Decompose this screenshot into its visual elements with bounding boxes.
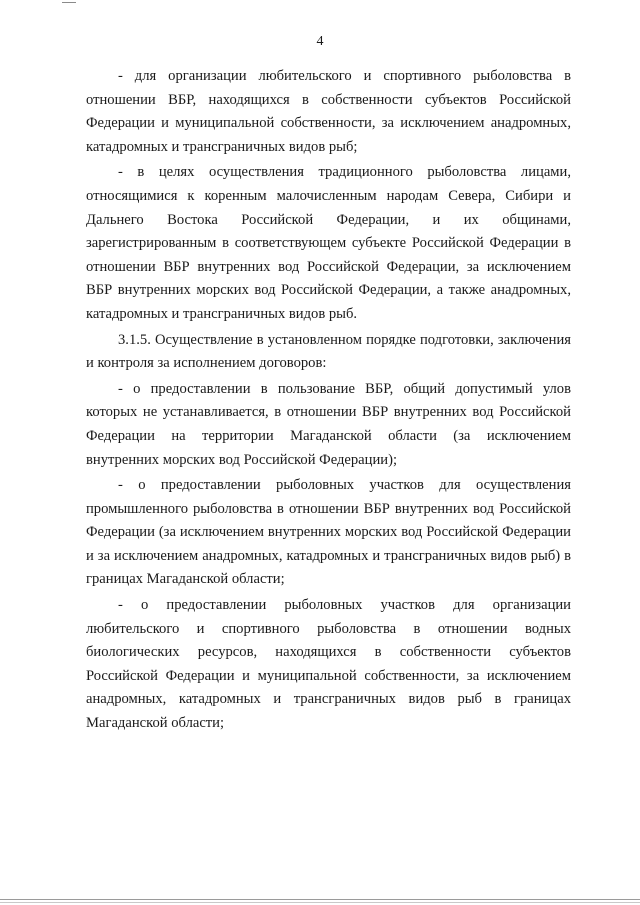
scan-artifact-top: [62, 2, 76, 3]
paragraph-amateur-fishing-plots: - о предоставлении рыболовных участков для организации любительского и спортивного рыболовства в отношении водных биологических ресурсов, находящихся в собственности субъектов Российской Федерации и муниципальной собственности, за исключением анадромных, катадромных и трансграничных видов рыб в границах Магаданской области;: [86, 597, 571, 732]
scan-edge-line-secondary: [0, 902, 640, 903]
paragraph-use-of-vbr: - о предоставлении в пользование ВБР, общий допустимый улов которых не устанавливается, в отношении ВБР внутренних вод Российской Федерации на территории Магаданской области (за исключением внутренних морских вод Российской Федерации);: [86, 380, 571, 468]
paragraph-amateur-fishing: - для организации любительского и спортивного рыболовства в отношении ВБР, находящихся в собственности субъектов Российской Федерации и муниципальной собственности, за исключением анадромных, катадромных и трансграничных видов рыб;: [86, 68, 571, 155]
paragraph-section-3-1-5: 3.1.5. Осуществление в установленном порядке подготовки, заключения и контроля за исполнением договоров:: [86, 331, 571, 372]
page-number: 4: [316, 34, 324, 49]
paragraph-traditional-fishing: - в целях осуществления традиционного рыболовства лицами, относящимися к коренным малочисленным народам Севера, Сибири и Дальнего Востока Российской Федерации, и их общинами, зарегистрированным в соответствующем субъекте Российской Федерации в отношении ВБР внутренних вод Российской Федерации, за исключением ВБР внутренних морских вод Российской Федерации, а также анадромных, катадромных и трансграничных видов рыб.: [86, 164, 571, 322]
scan-edge-line: [0, 899, 640, 900]
document-body: [86, 65, 571, 736]
paragraph-industrial-fishing-plots: - о предоставлении рыболовных участков для осуществления промышленного рыболовства в отношении ВБР внутренних вод Российской Федерации (за исключением внутренних морских вод Российской Федерации и за исключением анадромных, катадромных и трансграничных видов рыб) в границах Магаданской области;: [86, 477, 571, 588]
